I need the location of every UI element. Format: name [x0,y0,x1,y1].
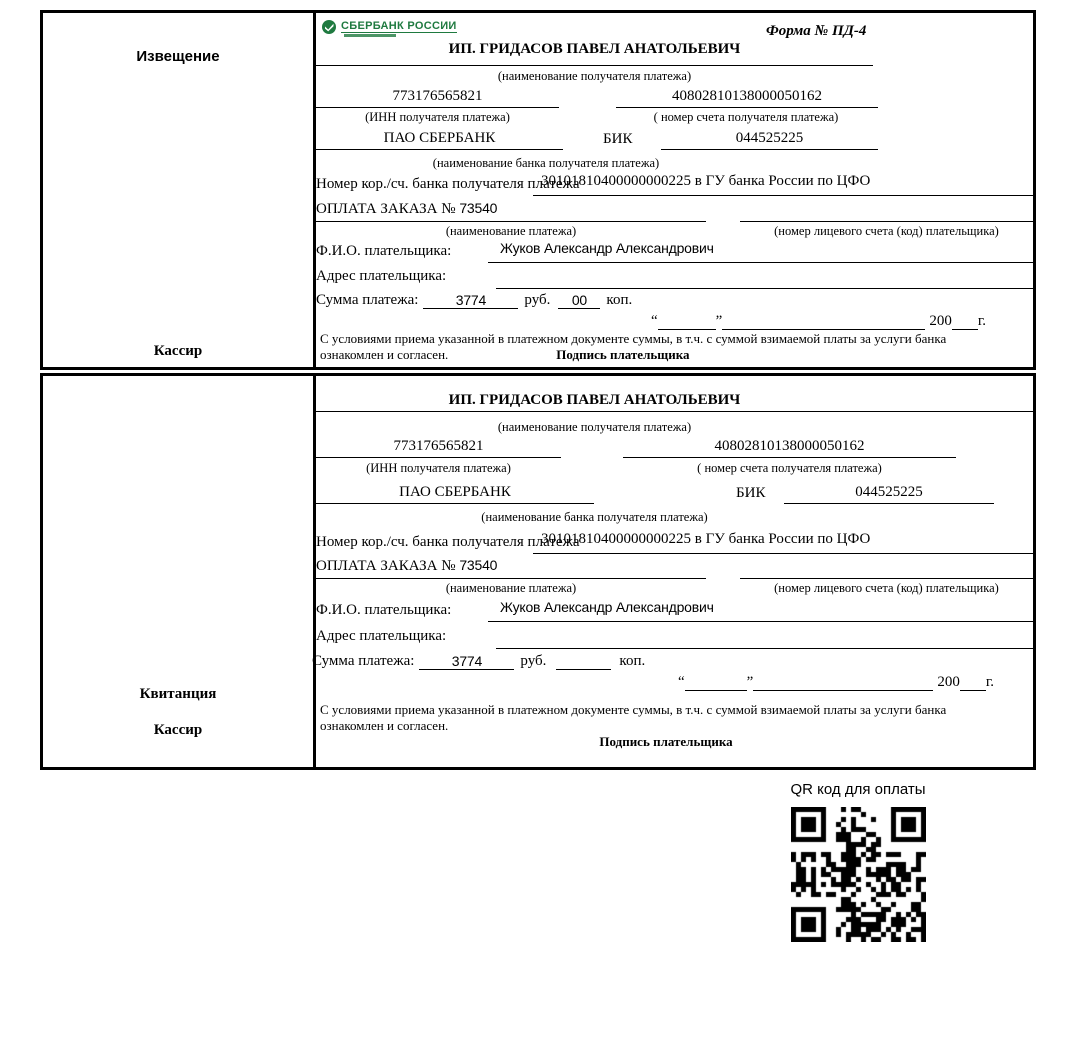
date-row [651,310,986,330]
recipient-caption: (наименование получателя платежа) [497,69,692,83]
account-value: 40802810138000050162 [616,88,878,108]
close-quote: ” [715,313,723,329]
sum-label: Сумма платежа: [312,653,415,669]
sum-value: 3774 [419,653,514,670]
payer-name-value: Жуков Александр Александрович [488,240,1033,263]
inn-value: 773176565821 [316,88,559,108]
recipient-name-line [316,392,1033,412]
agreement-line2: ознакомлен и согласен. [320,718,449,734]
agreement-line2-row [320,347,985,363]
corr-account-value: 30101810400000000225 в ГУ банка России по ЦФО [533,173,1033,196]
inn-value: 773176565821 [316,438,561,458]
payment-name-caption: (наименование платежа) [445,581,577,595]
receipt-label: Квитанция [139,686,217,702]
receipt-section [40,373,1036,770]
kop-label: коп. [619,653,646,669]
payer-name-label: Ф.И.О. плательщика: [316,602,452,618]
personal-account-caption: (номер лицевого счета (код) плательщика) [774,224,999,238]
payment-name-line [316,557,706,579]
personal-account-line [740,557,1033,579]
kop-label: коп. [606,292,633,308]
inn-caption: (ИНН получателя платежа) [365,110,510,124]
date-row [678,671,994,691]
qr-label: QR код для оплаты [790,781,926,798]
agreement-line2: ознакомлен и согласен. [320,347,449,363]
kopecks-value [556,669,611,670]
agreement-text [320,331,985,364]
rub-label: руб. [524,292,551,308]
account-caption: ( номер счета получателя платежа) [653,110,839,124]
recipient-caption: (наименование получателя платежа) [497,420,692,434]
year-suffix: г. [977,313,987,329]
open-quote: “ [651,313,658,329]
bank-caption: (наименование банка получателя платежа) [481,510,708,524]
bik-value: 044525225 [784,484,994,504]
sum-value: 3774 [423,292,518,309]
agreement-text [320,702,985,735]
year-prefix: 200 [937,674,960,690]
sum-label: Сумма платежа: [316,292,419,308]
cashier-label: Кассир [153,343,203,359]
bank-name-value: ПАО СБЕРБАНК [316,484,594,504]
qr-section [778,781,938,947]
open-quote: “ [678,674,685,690]
bik-value: 044525225 [661,130,878,150]
payment-name-label: ОПЛАТА ЗАКАЗА № [316,201,456,217]
date-day-line [685,690,747,691]
bank-name-value: ПАО СБЕРБАНК [316,130,563,150]
account-value: 40802810138000050162 [623,438,956,458]
signature-label: Подпись плательщика [556,347,690,363]
year-line [960,690,986,691]
cashier-label: Кассир [153,722,203,738]
year-suffix: г. [985,674,995,690]
date-month-line [753,690,933,691]
bik-label: БИК [603,131,633,147]
sberbank-logo-text: СБЕРБАНК РОССИИ [341,20,457,32]
payer-address-value [496,625,1033,649]
personal-account-line [740,200,1033,222]
recipient-name: ИП. ГРИДАСОВ ПАВЕЛ АНАТОЛЬЕВИЧ [316,41,873,66]
sum-row [312,650,645,670]
qr-code [791,807,926,942]
payer-address-label: Адрес плательщика: [316,628,447,644]
payer-name-value: Жуков Александр Александрович [488,599,1033,622]
account-caption: ( номер счета получателя платежа) [697,461,882,475]
sberbank-logo [322,20,457,34]
payment-name-line [316,200,706,222]
notice-side-column [43,13,316,367]
notice-form-area [316,13,1033,367]
kopecks-value: 00 [558,292,600,309]
close-quote: ” [746,674,754,690]
notice-section [40,10,1036,370]
year-line [952,329,978,330]
sberbank-logo-tagline [344,34,396,37]
inn-caption: (ИНН получателя платежа) [366,461,511,475]
payment-name-value: 73540 [459,200,498,216]
agreement-line1: С условиями приема указанной в платежном документе суммы, в т.ч. с суммой взимаемой платы за услуги банка [320,702,947,717]
agreement-line1: С условиями приема указанной в платежном документе суммы, в т.ч. с суммой взимаемой платы за услуги банка [320,331,947,346]
year-prefix: 200 [929,313,952,329]
date-month-line [722,329,925,330]
corr-account-label: Номер кор./сч. банка получателя платежа [316,176,580,192]
corr-account-label: Номер кор./сч. банка получателя платежа [316,534,580,550]
signature-label: Подпись плательщика [599,734,733,749]
sberbank-logo-icon [322,20,336,34]
bik-label: БИК [736,485,766,501]
sum-row [316,289,632,309]
payer-address-value [496,265,1033,289]
notice-label: Извещение [136,48,220,65]
personal-account-caption: (номер лицевого счета (код) плательщика) [774,581,999,595]
form-number-label: Форма № ПД-4 [766,23,867,39]
receipt-side-column [43,376,316,767]
date-day-line [658,329,716,330]
rub-label: руб. [520,653,547,669]
bank-caption: (наименование банка получателя платежа) [432,156,660,170]
payment-name-value: 73540 [459,557,498,573]
corr-account-value: 30101810400000000225 в ГУ банка России по ЦФО [533,531,1033,554]
payer-address-label: Адрес плательщика: [316,268,447,284]
payer-name-label: Ф.И.О. плательщика: [316,243,452,259]
receipt-form-area [312,376,1033,767]
recipient-name: ИП. ГРИДАСОВ ПАВЕЛ АНАТОЛЬЕВИЧ [448,392,741,408]
payment-name-caption: (наименование платежа) [445,224,577,238]
payment-name-label: ОПЛАТА ЗАКАЗА № [316,558,456,574]
